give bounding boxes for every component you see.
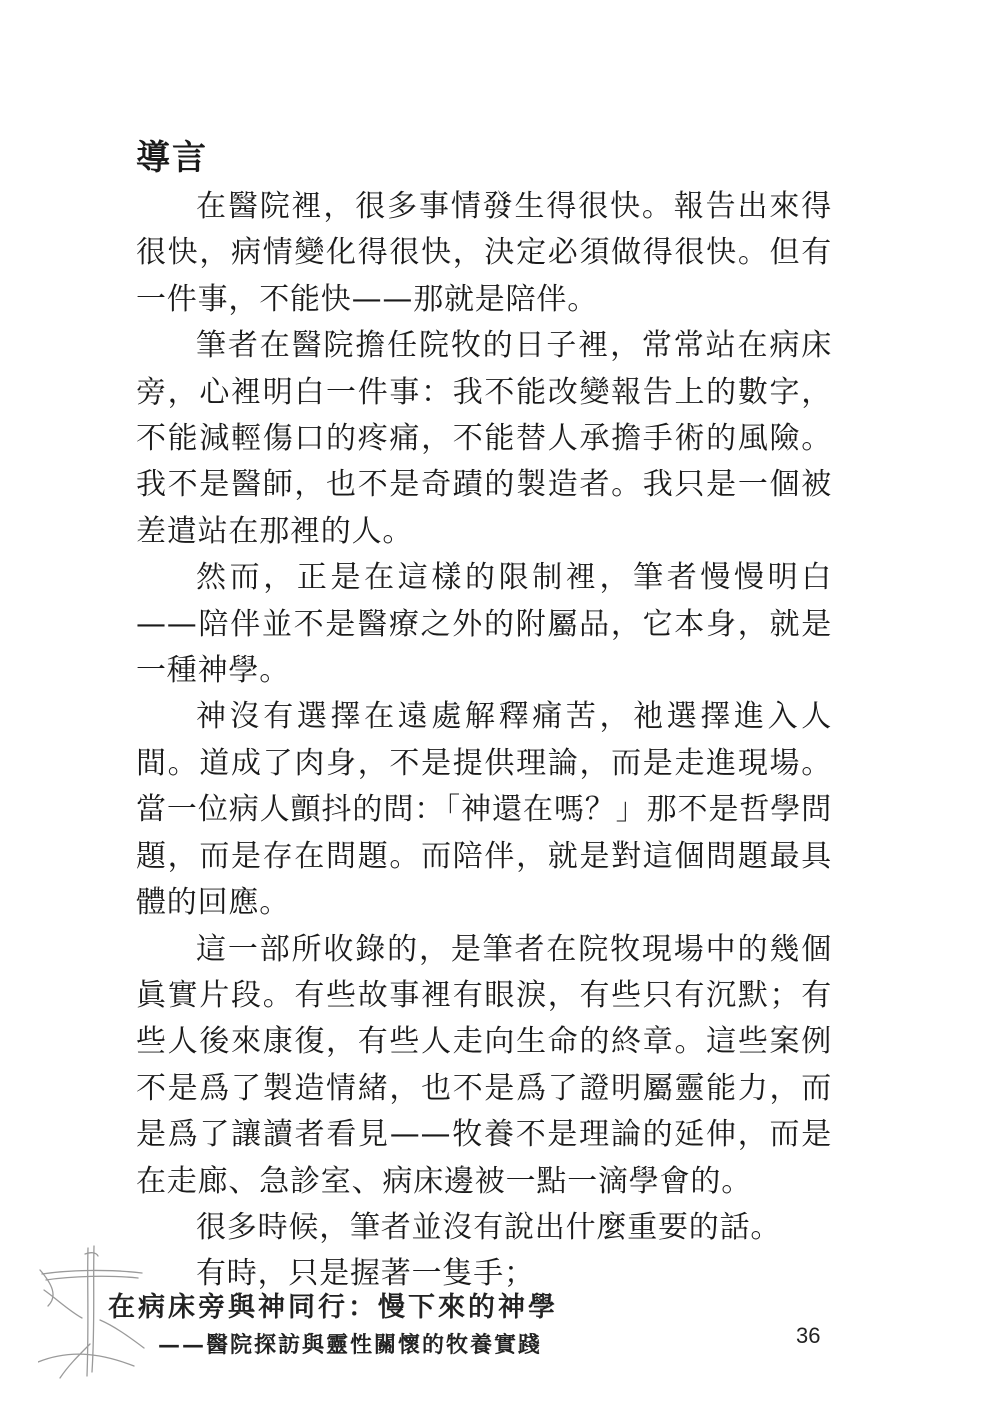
paragraph: 筆者在醫院擔任院牧的日子裡，常常站在病床旁，心裡明白一件事：我不能改變報告上的數字，不能減輕傷口的疼痛，不能替人承擔手術的風險。我不是醫師，也不是奇蹟的製造者。我只是一個被差遣站在那裡的人。 [136,328,832,549]
chapter-heading: 導言 [136,138,208,178]
paragraph: 神沒有選擇在遠處解釋痛苦，祂選擇進入人間。道成了肉身，不是提供理論，而是走進現場。當一位病人顫抖的問：「神還在嗎？」那不是哲學問題，而是存在問題。而陪伴，就是對這個問題最具體的回應。 [136,699,832,921]
paragraph: 這一部所收錄的，是筆者在院牧現場中的幾個眞實片段。有些故事裡有眼淚，有些只有沉默；有些人後來康復，有些人走向生命的終章。這些案例不是爲了製造情緒，也不是爲了證明屬靈能力，而是爲了讓讀者看見——牧養不是理論的延伸，而是在走廊、急診室、病床邊被一點一滴學會的。 [136,931,832,1199]
body-text [136,184,832,1298]
paragraph: 然而，正是在這樣的限制裡，筆者慢慢明白——陪伴並不是醫療之外的附屬品，它本身，就是一種神學。 [136,560,832,689]
book-title: 在病床旁與神同行：慢下來的神學 [108,1292,558,1323]
paragraph: 很多時候，筆者並沒有說出什麼重要的話。 [196,1209,782,1245]
paragraph: 有時，只是握著一隻手； [196,1256,535,1292]
book-subtitle: ——醫院探訪與靈性關懷的牧養實踐 [158,1332,543,1358]
paragraph: 在醫院裡，很多事情發生得很快。報告出來得很快，病情變化得很快，決定必須做得很快。但有一件事，不能快——那就是陪伴。 [136,189,832,317]
page-number: 36 [796,1323,821,1348]
